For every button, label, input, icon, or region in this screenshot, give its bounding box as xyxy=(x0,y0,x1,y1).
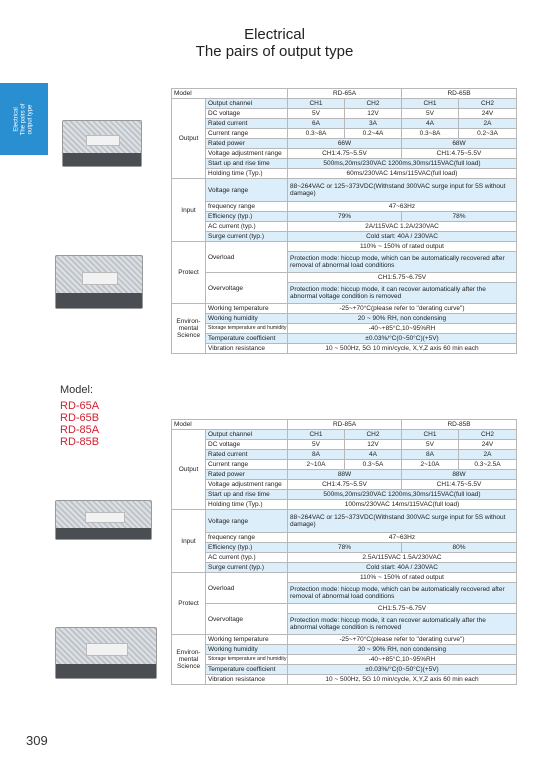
cell: 20 ~ 90% RH, non condensing xyxy=(288,314,517,324)
row-label: Overload xyxy=(206,242,288,273)
cell: CH2 xyxy=(459,99,517,109)
model-list-item: RD-85A xyxy=(60,424,100,436)
row-label: Efficiency (typ.) xyxy=(206,543,288,553)
cell: 68W xyxy=(402,139,517,149)
cell: CH1 xyxy=(402,99,459,109)
model-a-header: RD-85A xyxy=(288,420,402,430)
row-label: Current range xyxy=(206,129,288,139)
spec-table-rd65 xyxy=(171,88,517,354)
row-label: Voltage adjustment range xyxy=(206,149,288,159)
row-label: Overvoltage xyxy=(206,604,288,635)
row-label: Storage temperature and humidity xyxy=(206,324,288,334)
row-label: frequency range xyxy=(206,533,288,543)
cell: 2A xyxy=(459,119,517,129)
row-label: Output channel xyxy=(206,99,288,109)
cell: 100ms/230VAC 14ms/115VAC(full load) xyxy=(288,500,517,510)
cell: CH2 xyxy=(345,430,402,440)
page-number: 309 xyxy=(26,733,48,748)
row-label: AC current (typ.) xyxy=(206,222,288,232)
cell: ±0.03%/°C(0~50°C)(+5V) xyxy=(288,334,517,344)
cell: 500ms,20ms/230VAC 1200ms,30ms/115VAC(full load) xyxy=(288,490,517,500)
cell: 5V xyxy=(288,440,345,450)
cell: CH2 xyxy=(345,99,402,109)
cell: 2A/115VAC 1.2A/230VAC xyxy=(288,222,517,232)
cell: 12V xyxy=(345,109,402,119)
group-input: Input xyxy=(172,179,206,242)
cell: CH1:5.75~6.75V xyxy=(288,273,517,283)
row-label: Output channel xyxy=(206,430,288,440)
cell: 0.3~2.5A xyxy=(459,460,517,470)
cell: 12V xyxy=(345,440,402,450)
group-environment: Environ- mental Science xyxy=(172,304,206,354)
group-environment: Environ- mental Science xyxy=(172,635,206,685)
cell: 2A xyxy=(459,450,517,460)
cell: 88W xyxy=(402,470,517,480)
cell: CH1 xyxy=(402,430,459,440)
cell: 47~63Hz xyxy=(288,202,517,212)
cell: CH1:4.75~5.5V xyxy=(402,149,517,159)
row-label: Holding time (Typ.) xyxy=(206,169,288,179)
cell: 0.3~5A xyxy=(345,460,402,470)
cell: -25~+70°C(please refer to "derating curve") xyxy=(288,635,517,645)
row-label: Working humidity xyxy=(206,314,288,324)
row-label: Start up and rise time xyxy=(206,159,288,169)
cell: 2~10A xyxy=(402,460,459,470)
section-tab-line: The pairs of xyxy=(20,103,27,136)
model-list xyxy=(60,400,99,448)
product-photo-rd85 xyxy=(55,500,152,540)
cell: CH1:4.75~5.5V xyxy=(402,480,517,490)
product-photo-rd65 xyxy=(62,120,142,167)
row-label: frequency range xyxy=(206,202,288,212)
cell: CH1:5.75~6.75V xyxy=(288,604,517,614)
cell: 0.3~8A xyxy=(402,129,459,139)
row-label: Efficiency (typ.) xyxy=(206,212,288,222)
cell: 78% xyxy=(288,543,402,553)
cell: 6A xyxy=(288,119,345,129)
row-label: Rated current xyxy=(206,119,288,129)
cell: 78% xyxy=(402,212,517,222)
row-label: Working humidity xyxy=(206,645,288,655)
model-header: Model xyxy=(172,420,288,430)
row-label: Rated power xyxy=(206,470,288,480)
row-label: Overload xyxy=(206,573,288,604)
cell: 110% ~ 150% of rated output xyxy=(288,242,517,252)
group-input: Input xyxy=(172,510,206,573)
row-label: DC voltage xyxy=(206,109,288,119)
table-header-row xyxy=(172,420,517,430)
section-tab-line: output type xyxy=(27,104,34,135)
row-label: DC voltage xyxy=(206,440,288,450)
cell: Protection mode: hiccup mode, which can be automatically recovered after removal of abnormal load conditions xyxy=(288,252,517,273)
row-label: Rated current xyxy=(206,450,288,460)
section-tab-line: Electrical xyxy=(13,107,20,132)
cell: CH2 xyxy=(459,430,517,440)
cell: 0.2~3A xyxy=(459,129,517,139)
row-label: Surge current (typ.) xyxy=(206,232,288,242)
cell: 4A xyxy=(345,450,402,460)
cell: 10 ~ 500Hz, 5G 10 min/cycle, X,Y,Z axis 60 min each xyxy=(288,675,517,685)
model-label: Model: xyxy=(60,384,94,396)
cell: 47~63Hz xyxy=(288,533,517,543)
row-label: Working temperature xyxy=(206,304,288,314)
row-label: Voltage range xyxy=(206,510,288,533)
model-b-header: RD-85B xyxy=(402,420,517,430)
row-label: Storage temperature and humidity xyxy=(206,655,288,665)
cell: Cold start: 40A / 230VAC xyxy=(288,563,517,573)
group-protect: Protect xyxy=(172,573,206,635)
row-label: Vibration resistance xyxy=(206,675,288,685)
cell: Protection mode: hiccup mode, which can be automatically recovered after removal of abnormal load conditions xyxy=(288,583,517,604)
page-title: Electrical xyxy=(244,26,305,43)
cell: 10 ~ 500Hz, 5G 10 min/cycle, X,Y,Z axis 60 min each xyxy=(288,344,517,354)
row-label: Holding time (Typ.) xyxy=(206,500,288,510)
spec-table-rd85 xyxy=(171,419,517,685)
cell: CH1:4.75~5.5V xyxy=(288,480,402,490)
row-label: Start up and rise time xyxy=(206,490,288,500)
cell: Protection mode: hiccup mode, it can recover automatically after the abnormal voltage condition is removed xyxy=(288,614,517,635)
model-list-item: RD-85B xyxy=(60,436,100,448)
page-subtitle: The pairs of output type xyxy=(195,43,354,60)
cell: -40~+85°C,10~95%RH xyxy=(288,655,517,665)
row-label: Temperature coefficient xyxy=(206,334,288,344)
row-label: AC current (typ.) xyxy=(206,553,288,563)
cell: 88~264VAC or 125~373VDC(Withstand 300VAC surge input for 5S without damage) xyxy=(288,179,517,202)
cell: 4A xyxy=(402,119,459,129)
cell: 500ms,20ms/230VAC 1200ms,30ms/115VAC(full load) xyxy=(288,159,517,169)
cell: 8A xyxy=(288,450,345,460)
cell: 88~264VAC or 125~373VDC(Withstand 300VAC surge input for 5S without damage) xyxy=(288,510,517,533)
cell: 80% xyxy=(402,543,517,553)
cell: 60ms/230VAC 14ms/115VAC(full load) xyxy=(288,169,517,179)
model-b-header: RD-65B xyxy=(402,89,517,99)
model-a-header: RD-65A xyxy=(288,89,402,99)
row-label: Surge current (typ.) xyxy=(206,563,288,573)
row-label: Rated power xyxy=(206,139,288,149)
cell: CH1:4.75~5.5V xyxy=(288,149,402,159)
cell: 8A xyxy=(402,450,459,460)
cell: -40~+85°C,10~95%RH xyxy=(288,324,517,334)
model-list-item: RD-65A xyxy=(60,400,100,412)
row-label: Working temperature xyxy=(206,635,288,645)
cell: CH1 xyxy=(288,430,345,440)
group-protect: Protect xyxy=(172,242,206,304)
cell: CH1 xyxy=(288,99,345,109)
cell: 2~10A xyxy=(288,460,345,470)
cell: 66W xyxy=(288,139,402,149)
model-list-item: RD-65B xyxy=(60,412,100,424)
group-output: Output xyxy=(172,430,206,510)
cell: 5V xyxy=(288,109,345,119)
cell: 0.2~4A xyxy=(345,129,402,139)
group-output: Output xyxy=(172,99,206,179)
cell: 2.5A/115VAC 1.5A/230VAC xyxy=(288,553,517,563)
cell: 110% ~ 150% of rated output xyxy=(288,573,517,583)
row-label: Voltage range xyxy=(206,179,288,202)
cell: Cold start: 40A / 230VAC xyxy=(288,232,517,242)
cell: 3A xyxy=(345,119,402,129)
model-header: Model xyxy=(172,89,288,99)
product-photo-rd85b xyxy=(55,627,157,679)
row-label: Vibration resistance xyxy=(206,344,288,354)
cell: 24V xyxy=(459,440,517,450)
cell: ±0.03%/°C(0~50°C)(+5V) xyxy=(288,665,517,675)
cell: 5V xyxy=(402,109,459,119)
cell: 0.3~8A xyxy=(288,129,345,139)
row-label: Overvoltage xyxy=(206,273,288,304)
cell: -25~+70°C(please refer to "derating curve") xyxy=(288,304,517,314)
row-label: Voltage adjustment range xyxy=(206,480,288,490)
cell: 88W xyxy=(288,470,402,480)
row-label: Current range xyxy=(206,460,288,470)
cell: 24V xyxy=(459,109,517,119)
cell: 79% xyxy=(288,212,402,222)
table-header-row xyxy=(172,89,517,99)
product-photo-rd65b xyxy=(55,255,143,309)
section-tab xyxy=(0,83,48,155)
cell: 5V xyxy=(402,440,459,450)
cell: Protection mode: hiccup mode, it can recover automatically after the abnormal voltage condition is removed xyxy=(288,283,517,304)
row-label: Temperature coefficient xyxy=(206,665,288,675)
cell: 20 ~ 90% RH, non condensing xyxy=(288,645,517,655)
